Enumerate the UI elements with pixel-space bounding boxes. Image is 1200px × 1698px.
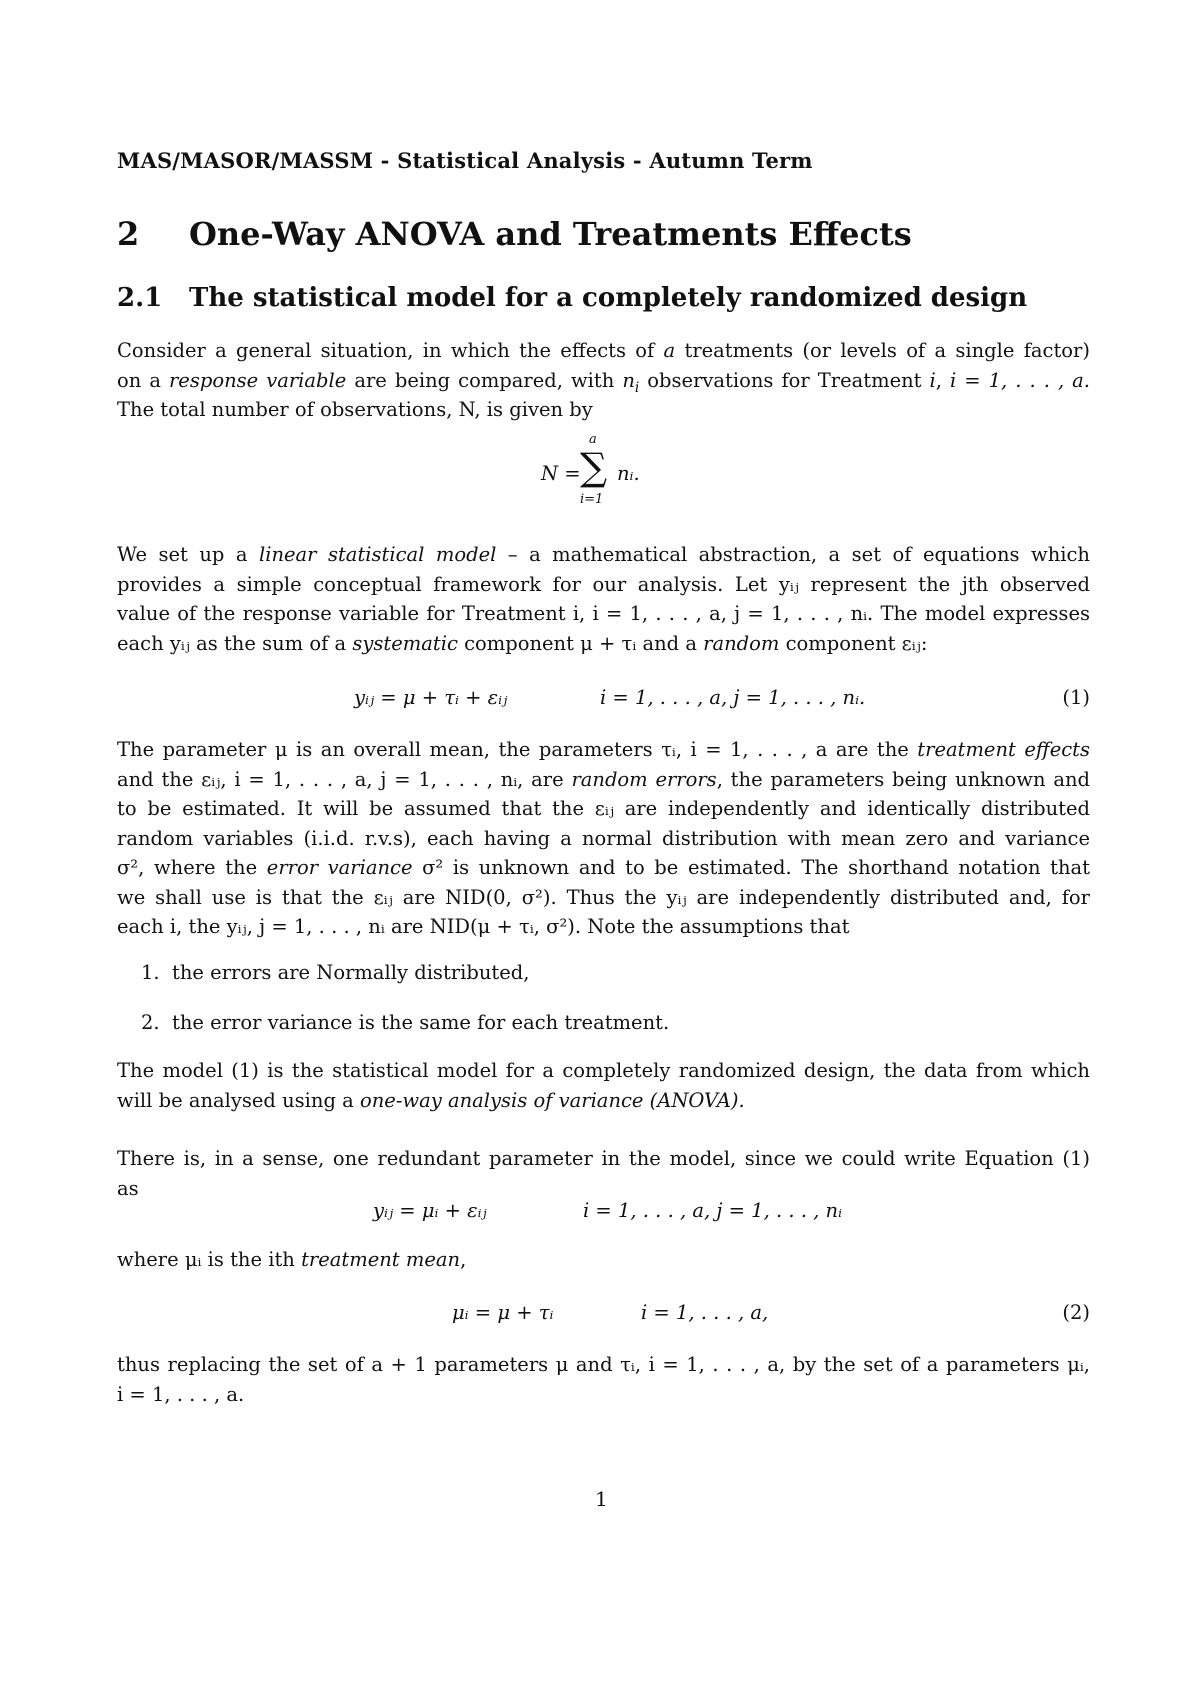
text-line: where μᵢ is the ith treatment mean, [117, 1248, 467, 1271]
paragraph-redundant [117, 1144, 1090, 1203]
text-line: random variables (i.i.d. r.v.s), each having a normal distribution with mean zero and variance [117, 826, 1090, 850]
running-head: MAS/MASOR/MASSM - Statistical Analysis - Autumn Term [117, 148, 813, 173]
equation-body: μᵢ = μ + τᵢ [452, 1301, 554, 1324]
text-line: The model (1) is the statistical model for a completely randomized design, the data from which [117, 1059, 1090, 1082]
paragraph-treatment-mean [117, 1245, 1090, 1275]
text-line: and the εᵢⱼ, i = 1, . . . , a, j = 1, . . . , nᵢ, are random errors, the parameters being unknown and [117, 767, 1091, 791]
paragraph-parameters [117, 735, 1090, 942]
text-line: Consider a general situation, in which the effects of a treatments (or levels of a single factor) [117, 339, 1090, 362]
sum-lower-limit: i=1 [580, 492, 604, 507]
sum-equation [117, 432, 1090, 520]
sum-rhs: nᵢ. [617, 462, 640, 485]
equation-unnumbered [117, 1196, 1090, 1226]
sigma-symbol: ∑ [580, 445, 608, 489]
text-line: The parameter μ is an overall mean, the parameters τᵢ, i = 1, . . . , a are the treatment effects [117, 738, 1091, 761]
text-line: to be estimated. It will be assumed that the εᵢⱼ are independently and identically distributed [117, 797, 1090, 820]
equation-number: (1) [1062, 686, 1090, 709]
paragraph-intro [117, 336, 1090, 425]
text-line: thus replacing the set of a + 1 parameters μ and τᵢ, i = 1, . . . , a, by the set of a parameters μᵢ, [117, 1353, 1090, 1376]
text-line: σ², where the error variance σ² is unknown and to be estimated. The shorthand notation that [117, 856, 1090, 879]
section-title-text: One-Way ANOVA and Treatments Effects [189, 215, 912, 253]
paragraph-linear-model [117, 540, 1090, 658]
paragraph-replacing [117, 1350, 1090, 1409]
text-line: will be analysed using a one-way analysis of variance (ANOVA). [117, 1088, 745, 1112]
page-number: 1 [595, 1487, 608, 1511]
text-line: we shall use is that the εᵢⱼ are NID(0, σ²). Thus the yᵢⱼ are independently distributed and, for [117, 885, 1090, 909]
text-line: The total number of observations, N, is given by [117, 398, 593, 421]
subsection-title [117, 283, 1027, 313]
equation-range: i = 1, . . . , a, [641, 1301, 769, 1324]
text-line: provides a simple conceptual framework for our analysis. Let yᵢⱼ represent the jth observed [117, 572, 1090, 596]
equation-range: i = 1, . . . , a, j = 1, . . . , nᵢ [583, 1199, 843, 1222]
subsection-title-text: The statistical model for a completely randomized design [189, 283, 1028, 313]
text-line: We set up a linear statistical model – a mathematical abstraction, a set of equations which [117, 543, 1090, 566]
text-line: each i, the yᵢⱼ, j = 1, . . . , nᵢ are NID(μ + τᵢ, σ²). Note the assumptions that [117, 915, 850, 938]
text-line: value of the response variable for Treatment i, i = 1, . . . , a, j = 1, . . . , nᵢ. The model expresses [117, 602, 1090, 625]
text-line: on a response variable are being compared, with $n_i$ observations for Treatment i, i = 1, . . . , a. [117, 368, 1090, 396]
section-title [117, 215, 912, 253]
paragraph-model-anova [117, 1056, 1090, 1115]
sum-lhs: N = [541, 462, 581, 485]
list-item: 1. the errors are Normally distributed, [141, 961, 530, 984]
section-number: 2 [117, 215, 140, 253]
list-item: 2. the error variance is the same for each treatment. [141, 1011, 670, 1034]
text-line: as [117, 1176, 139, 1200]
subsection-number: 2.1 [117, 283, 163, 313]
text-line: i = 1, . . . , a. [117, 1382, 245, 1406]
equation-range: i = 1, . . . , a, j = 1, . . . , nᵢ. [600, 686, 866, 709]
equation-body: yᵢⱼ = μ + τᵢ + εᵢⱼ [354, 686, 508, 709]
equation-body: yᵢⱼ = μᵢ + εᵢⱼ [373, 1199, 487, 1222]
equation-number: (2) [1062, 1301, 1090, 1324]
equation-2 [117, 1298, 1090, 1328]
text-line: each yᵢⱼ as the sum of a systematic component μ + τᵢ and a random component εᵢⱼ: [117, 631, 928, 655]
sum-upper-limit: a [589, 432, 597, 447]
equation-1 [117, 683, 1090, 713]
text-line: There is, in a sense, one redundant parameter in the model, since we could write Equation (1) [117, 1147, 1090, 1170]
